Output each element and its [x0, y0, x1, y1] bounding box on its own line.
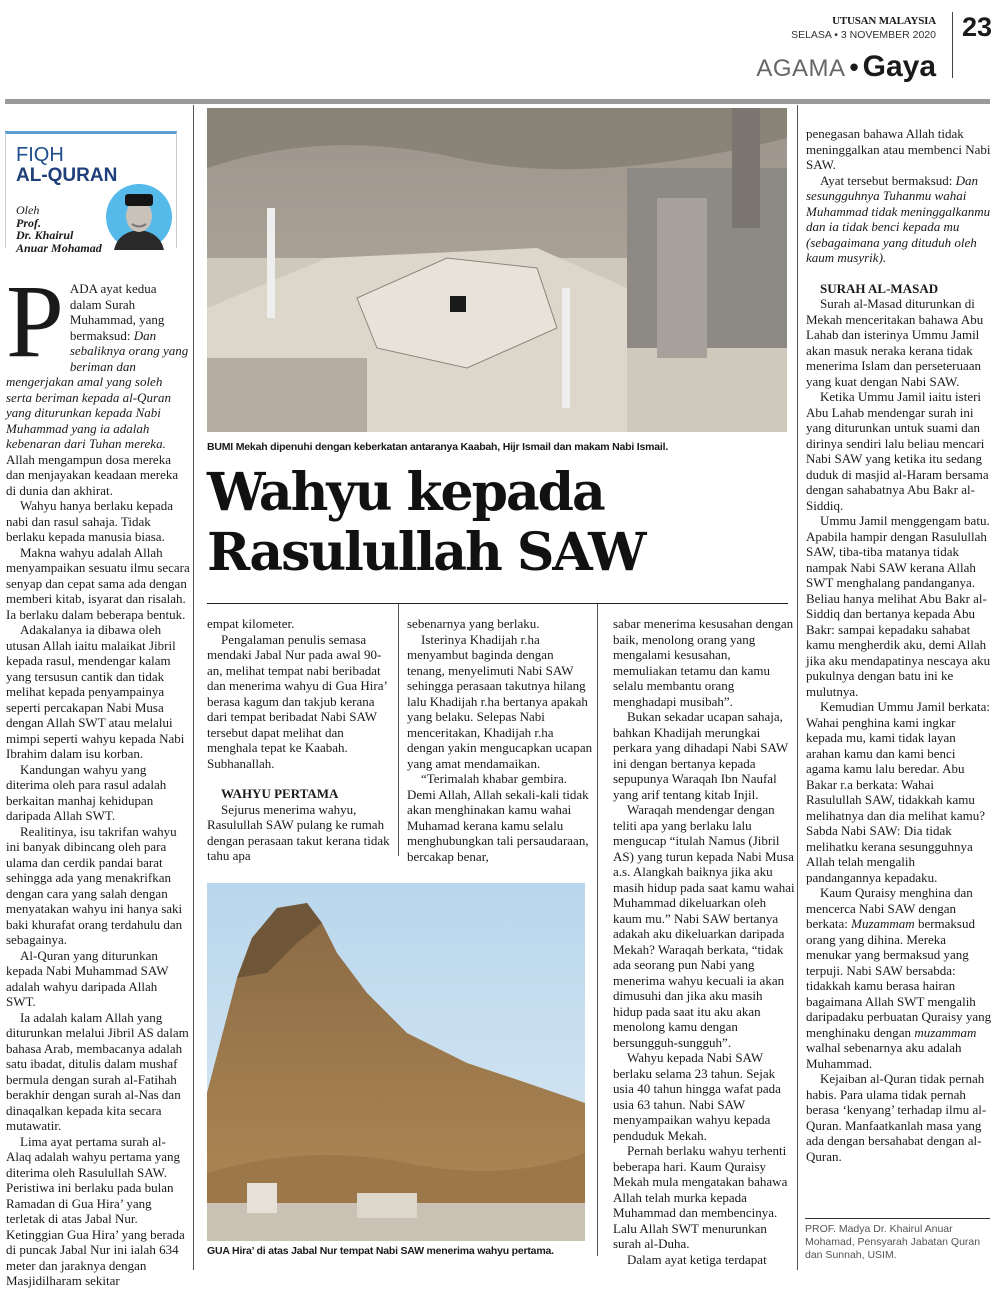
subheading: WAHYU PERTAMA	[221, 786, 339, 801]
paragraph: Pernah berlaku wahyu terhenti beberapa hari. Kaum Quraisy Mekah mula mengatakan bahawa Allah telah murka kepada Muhammad dan membencinya. Lalu Allah SWT menurunkan surah al-Duha.	[613, 1143, 788, 1251]
paragraph: Wahyu hanya berlaku kepada nabi dan rasul sahaja. Tidak berlaku kepada manusia biasa.	[6, 498, 174, 544]
photo-caption: GUA Hira’ di atas Jabal Nur tempat Nabi SAW menerima wahyu pertama.	[207, 1245, 554, 1257]
author-bio: PROF. Madya Dr. Khairul Anuar Mohamad, Pensyarah Jabatan Quran dan Sunnah, USIM.	[805, 1218, 990, 1262]
paragraph: empat kilometer.	[207, 616, 295, 631]
text: Kaum Quraisy menghina dan mencerca Nabi SAW dengan berkata:	[806, 885, 973, 931]
byline	[16, 204, 102, 254]
paragraph: Sejurus menerima wahyu, Rasulullah SAW pulang ke rumah dengan perasaan takut kerana tidak tahu apa	[207, 801, 390, 863]
article-column-1	[207, 616, 393, 863]
jabal-nur-photo	[207, 883, 585, 1241]
header-divider	[952, 12, 953, 78]
article-column-2	[407, 616, 593, 864]
column-divider	[597, 604, 598, 1256]
article-column-3	[613, 616, 795, 1267]
lead-paragraph	[6, 264, 190, 498]
paragraph: Makna wahyu adalah Allah menyampaikan sesuatu ilmu secara senyap dan cepat sama ada dengan memberi kitab, isyarat dan risalah. Ia berlaku dalam beberapa bentuk.	[6, 544, 190, 622]
section-bullet: •	[849, 52, 859, 82]
headline-line: Wahyu kepada	[207, 462, 604, 523]
author-avatar	[106, 184, 172, 250]
author-name: Anuar Mohamad	[16, 240, 102, 255]
paragraph: Kemudian Ummu Jamil berkata: Wahai penghina kami ingkar kepada mu, kami tidak layan arahan kamu dan kami benci agama kamu lalu beredar. Abu Bakar r.a berkata: Wahai Rasulullah SAW, tidakkah kamu melihatnya dan dia melihat kamu? Sabda Nabi SAW: Dia tidak melihatku kerana sesungguhnya Allah telah mengalih pandangannya kepadaku.	[806, 699, 991, 885]
photo-caption: BUMI Mekah dipenuhi dengan keberkatan antaranya Kaabah, Hijr Ismail dan makam Nabi Ismail.	[207, 441, 669, 453]
headline-rule	[207, 603, 788, 604]
text: Allah mengampun dosa mereka dan menjayakan keadaan mereka di dunia dan akhirat.	[6, 451, 179, 498]
publication-name: UTUSAN MALAYSIA	[832, 15, 936, 27]
author-name: Prof.	[16, 215, 41, 230]
subheading: SURAH AL-MASAD	[820, 280, 939, 296]
paragraph: “Terimalah khabar gembira. Demi Allah, Allah sekali-kali tidak akan menghinakan kamu wahai Muhamad kerana kamu selalu menghubungkan tali persaudaraan, bercakap benar,	[407, 771, 589, 864]
paragraph: Waraqah mendengar dengan teliti apa yang berlaku lalu mengucap “itulah Namus (Jibril AS) yang turun kepada Nabi Musa a.s. Alangkah baiknya jika aku masih hidup pada saat kamu wahai Muhammad dikeluarkan oleh kaum mu.” Nabi SAW bertanya adakah aku dikeluarkan daripada Mekah? Waraqah berkata, “tidak ada seorang pun Nabi yang menerima wahyu kecuali ia akan dimusuhi dan jika aku masih hidup pada saat itu aku akan menolong kamu dengan bersungguh-sungguh”.	[613, 802, 795, 1050]
column-kicker: FIQH	[16, 144, 64, 166]
paragraph: Ummu Jamil menggengam batu. Apabila hampir dengan Rasulullah SAW, tiba-tiba matanya tidak nampak Nabi SAW kerana Allah SWT menghalang pandanganya. Beliau hanya melihat Abu Bakr al-Siddiq dan bertanya kepada Abu Bakr: sampai kepadaku sahabat kamu mengherdik aku, demi Allah jika aku mendapatinya nescaya aku pukulnya dengan batu ini ke mulutnya.	[806, 513, 991, 699]
author-name: Dr. Khairul	[16, 228, 74, 242]
paragraph	[806, 885, 992, 1071]
column-header-box	[5, 131, 177, 255]
headline	[207, 463, 645, 583]
quoted-verse: Dan sesungguhnya Tuhanmu wahai Muhammad tidak meninggalkanmu dan ia tidak benci kepada mu (sebagaimana yang dituduh oleh kaum musyrik).	[806, 172, 991, 265]
section-name: AGAMA	[756, 55, 846, 82]
byline-prefix: Oleh	[16, 203, 40, 217]
article-column-right	[806, 126, 992, 1211]
paragraph: sebenarnya yang berlaku.	[407, 616, 540, 631]
article-column-left	[6, 264, 190, 1288]
paragraph: Pengalaman penulis semasa mendaki Jabal Nur pada awal 90-an, melihat tempat nabi beribadat dan menerima wahyu di Gua Hira’ berasa kagum dan takjub kerana dari tempat beribadat Nabi SAW tersebut dapat melihat dan menghala tepat ke Kaabah. Subhanallah.	[207, 631, 387, 771]
mecca-photo	[207, 108, 787, 432]
paragraph: Surah al-Masad diturunkan di Mekah menceritakan bahawa Abu Lahab dan isterinya Ummu Jamil akan masuk neraka kerana tidak menerima Islam dan perseteruaan yang kuat dengan Nabi SAW.	[806, 296, 984, 389]
paragraph: Isterinya Khadijah r.ha menyambut baginda dengan tenang, menyelimuti Nabi SAW sehingga perasaan takutnya hilang lalu Khadijah r.ha bertanya apakah yang belaku. Selepas Nabi menceritakan, Khadijah r.ha dengan yakin mengucapkan ucapan yang amat mendamaikan.	[407, 631, 593, 771]
header-bar	[5, 99, 990, 104]
column-title: AL-QURAN	[16, 165, 118, 186]
quoted-verse: Dan sebaliknya orang yang beriman dan mengerjakan amal yang soleh serta beriman kepada al-Quran yang diturunkan kepada Nabi Muhammad yang ia adalah kebenaran dari Tuhan mereka.	[6, 327, 189, 451]
paragraph: Kejaiban al-Quran tidak pernah habis. Para ulama tidak pernah berasa ‘kenyang’ terhadap ilmu al-Quran. Manfaatkanlah masa yang ada dengan bersahabat dengan al-Quran.	[806, 1071, 987, 1164]
drop-cap: P	[6, 264, 64, 379]
text: bermaksud orang yang dihina. Mereka menukar yang bermaksud yang terpuji. Nabi SAW bersabda: tidakkah kamu berasa hairan bagaimana Allah SWT mengalih daripadaku perbuatan Quraisy yang menghinaku dengan	[806, 916, 992, 1040]
paragraph: Bukan sekadar ucapan sahaja, bahkan Khadijah merungkai perkara yang dihadapi Nabi SAW ini dengan bertanya kepada sepupunya Waraqah Ibn Naufal yang arif tentang kitab Injil.	[613, 709, 788, 802]
text: Ayat tersebut bermaksud:	[820, 172, 956, 188]
paragraph: Ketika Ummu Jamil iaitu isteri Abu Lahab mendengar surah ini yang diturunkan untuk suami dan dirinya sendiri lalu beliau mencari Nabi SAW yang ketika itu sedang duduk di masjid al-Haram bersama dengan sahabatnya Abu Bakr al-Siddiq.	[806, 389, 989, 513]
paragraph: Ia adalah kalam Allah yang diturunkan melalui Jibril AS dalam bahasa Arab, membacanya adalah satu ibadat, ditulis dalam mushaf bermula dengan surah al-Fatihah berakhir dengan surah al-Nas dan dinaqalkan kepada kita secara mutawatir.	[6, 1009, 189, 1133]
section-label	[756, 50, 936, 84]
italic-term: muzammam	[914, 1024, 977, 1040]
issue-date: SELASA • 3 NOVEMBER 2020	[791, 29, 936, 41]
paragraph: Realitinya, isu takrifan wahyu ini banyak dibincang oleh para ulama dan cerdik pandai barat sehingga ada yang menakrifkan dengan cara yang salah dengan menyatakan wahyu ini hanya saki baki khurafat orang terdahulu dan sebagainya.	[6, 823, 183, 947]
column-divider	[193, 105, 194, 1270]
paragraph: Al-Quran yang diturunkan kepada Nabi Muhammad SAW adalah wahyu daripada Allah SWT.	[6, 947, 169, 1009]
paragraph	[806, 173, 992, 266]
subsection-name: Gaya	[862, 50, 936, 83]
paragraph: sabar menerima kesusahan dengan baik, menolong orang yang mengalami kesusahan, memuliakan tetamu dan kamu selalu membantu orang menghadapi musibah”.	[613, 616, 794, 709]
italic-term: Muzammam	[851, 916, 915, 931]
column-divider	[797, 105, 798, 1270]
text: walhal sebenarnya aku adalah Muhammad.	[806, 1040, 962, 1071]
paragraph: Kandungan wahyu yang diterima oleh para rasul adalah berkaitan manhaj kehidupan daripada Allah SWT.	[6, 761, 167, 823]
paragraph: penegasan bahawa Allah tidak meninggalkan atau membenci Nabi SAW.	[806, 126, 991, 172]
text: ADA ayat kedua dalam Surah Muhammad, yang bermaksud:	[69, 281, 165, 343]
paragraph: Dalam ayat ketiga terdapat	[627, 1251, 767, 1267]
paragraph: Lima ayat pertama surah al-Alaq adalah wahyu pertama yang diterima oleh Rasulullah SAW. Peristiwa ini berlaku pada bulan Ramadan di Gua Hira’ yang terletak di atas Jabal Nur. Ketinggian Gua Hira’ yang berada di puncak Jabal Nur ini ialah 634 meter dan jaraknya dengan Masjidilharam sekitar	[6, 1133, 185, 1288]
page-number: 23	[962, 12, 993, 42]
headline-line: Rasulullah SAW	[207, 522, 645, 583]
column-divider	[398, 604, 399, 856]
paragraph: Adakalanya ia dibawa oleh utusan Allah iaitu malaikat Jibril kepada rasul, mendengar kalam yang tersusun cantik dan tidak melihat kepada penyampainya seperti percakapan Nabi Musa dengan Allah SWT atau melalui mimpi seperti wahyu kepada Nabi Ibrahim dalam isu korban.	[6, 622, 185, 761]
paragraph: Wahyu kepada Nabi SAW berlaku selama 23 tahun. Sejak usia 40 tahun hingga wafat pada usia 63 tahun. Nabi SAW menyampaikan wahyu kepada penduduk Mekah.	[613, 1050, 781, 1143]
